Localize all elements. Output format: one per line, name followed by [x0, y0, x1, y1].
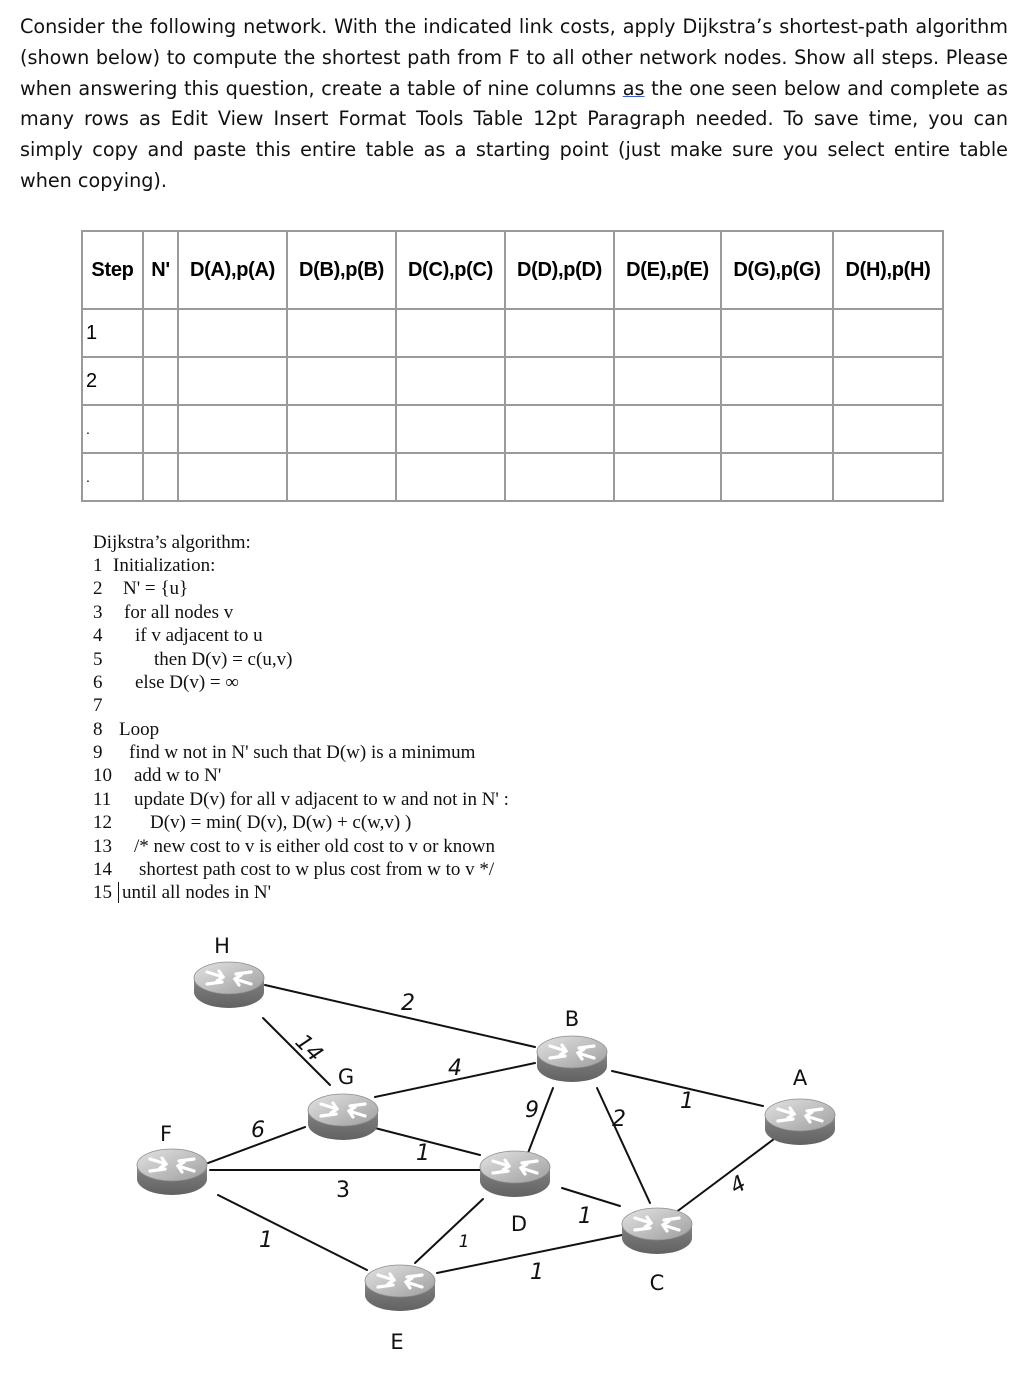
- cost-g-d: 1: [416, 1141, 430, 1166]
- node-label-g: G: [337, 1065, 355, 1089]
- table-cell[interactable]: [614, 357, 721, 405]
- algorithm-line: 10 add w to N': [93, 765, 222, 786]
- table-cell[interactable]: [178, 309, 287, 357]
- question-part2: the one seen below and complete as many rows as Edit View Insert Format Tools Table 12pt Paragraph needed. To save time, you can simply copy and paste this entire table as a starting point (just make sure you select entire table when copying).: [20, 76, 1008, 192]
- table-cell[interactable]: [287, 405, 396, 453]
- cost-b-a: 1: [680, 1089, 694, 1114]
- cost-e-d: 1: [458, 1232, 470, 1252]
- table-cell[interactable]: [505, 453, 614, 501]
- table-row: [82, 405, 943, 453]
- header-g: D(G),p(G): [721, 231, 833, 309]
- table-cell[interactable]: [143, 405, 178, 453]
- table-cell[interactable]: [143, 309, 178, 357]
- algorithm-line: 12 D(v) = min( D(v), D(w) + c(w,v) ): [93, 812, 412, 833]
- table-row: [82, 309, 943, 357]
- algorithm-line: 5 then D(v) = c(u,v): [93, 649, 293, 670]
- table-cell[interactable]: [505, 357, 614, 405]
- algorithm-line: 4 if v adjacent to u: [93, 625, 263, 646]
- header-e: D(E),p(E): [614, 231, 721, 309]
- router-h-icon: [194, 962, 264, 1008]
- table-cell[interactable]: [178, 357, 287, 405]
- algorithm-line: 11 update D(v) for all v adjacent to w and not in N' :: [93, 789, 509, 810]
- router-d-icon: [480, 1151, 550, 1197]
- algorithm-line: 14 shortest path cost to w plus cost from w to v */: [93, 859, 495, 880]
- header-d: D(D),p(D): [505, 231, 614, 309]
- router-f-icon: [137, 1149, 207, 1195]
- table-cell[interactable]: [833, 405, 943, 453]
- table-cell[interactable]: [614, 405, 721, 453]
- table-cell[interactable]: [505, 309, 614, 357]
- table-cell[interactable]: [287, 357, 396, 405]
- dijkstra-table: [81, 230, 944, 502]
- router-e-icon: [365, 1265, 435, 1311]
- node-label-f: F: [159, 1122, 173, 1146]
- link-b-c: [597, 1088, 650, 1203]
- table-cell[interactable]: [178, 405, 287, 453]
- question-text: [20, 12, 1008, 197]
- table-row: [82, 357, 943, 405]
- node-label-h: H: [214, 934, 230, 958]
- table-header-row: [82, 231, 943, 309]
- algorithm-line: 7: [93, 695, 103, 716]
- table-cell[interactable]: [614, 309, 721, 357]
- table-cell[interactable]: [833, 309, 943, 357]
- link-e-d: [415, 1199, 483, 1263]
- table-cell[interactable]: [614, 453, 721, 501]
- algorithm-line: 6 else D(v) = ∞: [93, 672, 239, 693]
- node-label-b: B: [564, 1007, 580, 1031]
- algorithm-line: 1 Initialization:: [93, 555, 216, 576]
- cost-f-e: 1: [259, 1228, 273, 1253]
- link-f-e: [218, 1195, 367, 1270]
- router-c-icon: [622, 1208, 692, 1254]
- header-c: D(C),p(C): [396, 231, 505, 309]
- algorithm-line: 2 N' = {u}: [93, 578, 189, 599]
- header-b: D(B),p(B): [287, 231, 396, 309]
- table-cell[interactable]: [833, 357, 943, 405]
- algorithm-line: 15 until all nodes in N': [93, 882, 272, 903]
- table-cell[interactable]: [287, 453, 396, 501]
- table-cell[interactable]: [833, 453, 943, 501]
- table-cell[interactable]: .: [82, 453, 143, 501]
- table-cell[interactable]: [143, 357, 178, 405]
- algorithm-line: 3 for all nodes v: [93, 602, 234, 623]
- table-cell[interactable]: 2: [82, 357, 143, 405]
- cost-h-b: 2: [401, 991, 415, 1016]
- table-cell[interactable]: [143, 453, 178, 501]
- cost-g-b: 4: [448, 1056, 462, 1081]
- node-label-a: A: [792, 1066, 808, 1090]
- cost-f-d: 3: [336, 1178, 350, 1203]
- router-a-icon: [765, 1099, 835, 1145]
- table-cell[interactable]: [505, 405, 614, 453]
- algorithm-line: 8 Loop: [93, 719, 160, 740]
- header-h: D(H),p(H): [833, 231, 943, 309]
- router-b-icon: [537, 1036, 607, 1082]
- router-g-icon: [308, 1094, 378, 1140]
- algorithm-title: Dijkstra’s algorithm:: [93, 532, 251, 553]
- cost-d-c: 1: [578, 1204, 592, 1229]
- cost-e-c: 1: [530, 1260, 544, 1285]
- cost-c-a: 4: [725, 1171, 751, 1200]
- table-cell[interactable]: [396, 309, 505, 357]
- table-cell[interactable]: [396, 357, 505, 405]
- algorithm-line: 13 /* new cost to v is either old cost to v or known: [93, 836, 495, 857]
- algorithm-line: 9 find w not in N' such that D(w) is a minimum: [93, 742, 476, 763]
- cost-b-c: 2: [612, 1107, 626, 1132]
- header-n-prime: N': [143, 231, 178, 309]
- cost-b-d: 9: [525, 1098, 539, 1123]
- header-step: Step: [82, 231, 143, 309]
- header-a: D(A),p(A): [178, 231, 287, 309]
- table-cell[interactable]: [396, 405, 505, 453]
- question-part1: Consider the following network. With the indicated link costs, apply Dijkstra’s shortest-path algorithm (shown below) to compute the shortest path from F to all other network nodes. Show all steps. Please when answering this question, create a table of nine columns: [20, 15, 1008, 100]
- cost-h-g: 14: [289, 1029, 328, 1068]
- node-label-e: E: [390, 1330, 404, 1354]
- table-cell[interactable]: [721, 357, 833, 405]
- table-cell[interactable]: [721, 405, 833, 453]
- table-cell[interactable]: [396, 453, 505, 501]
- table-cell[interactable]: .: [82, 405, 143, 453]
- node-label-c: C: [649, 1271, 665, 1295]
- table-cell[interactable]: [178, 453, 287, 501]
- cost-f-g: 6: [251, 1118, 265, 1143]
- table-cell[interactable]: 1: [82, 309, 143, 357]
- node-label-d: D: [510, 1212, 528, 1236]
- underlined-word: as: [622, 76, 645, 100]
- table-cell[interactable]: [287, 309, 396, 357]
- link-c-a: [675, 1139, 774, 1213]
- table-cell[interactable]: [721, 309, 833, 357]
- table-row: [82, 453, 943, 501]
- table-cell[interactable]: [721, 453, 833, 501]
- network-diagram: [120, 925, 860, 1365]
